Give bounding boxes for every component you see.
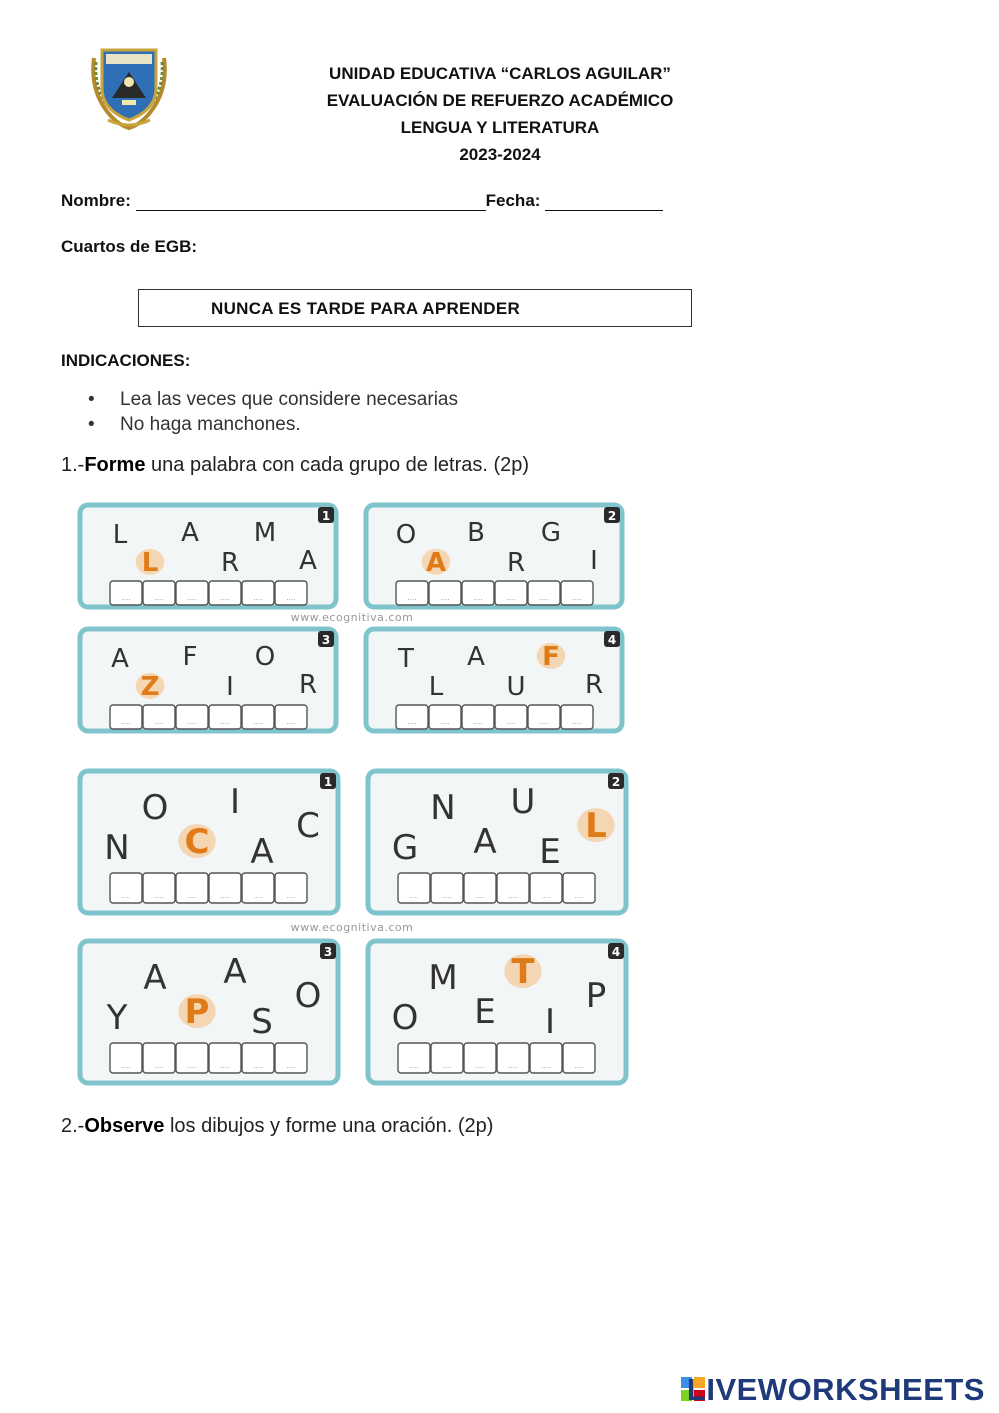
puzzle-letter: O (391, 998, 419, 1038)
puzzle-letter: A (425, 548, 447, 578)
answer-box-dots: .... (220, 1062, 230, 1070)
card-number: 3 (323, 945, 333, 959)
school-year: 2023-2024 (459, 145, 541, 164)
puzzle-letter: A (143, 958, 167, 998)
subject-title: LENGUA Y LITERATURA (400, 118, 600, 137)
name-date-row (61, 191, 663, 211)
puzzle-letter: N (104, 828, 130, 868)
school-crest-logo (86, 38, 172, 130)
answer-box-dots: .... (574, 1062, 584, 1070)
answer-box-dots: .... (286, 594, 296, 602)
puzzle-letter: I (590, 546, 598, 576)
puzzle-letter: A (181, 518, 199, 548)
liveworksheets-brand: LIVEWORKSHEETS (686, 1372, 985, 1407)
puzzle-letter: N (430, 788, 456, 828)
puzzle-letter: G (540, 518, 562, 548)
list-item: • No haga manchones. (88, 414, 301, 435)
answer-box-dots: .... (407, 594, 417, 602)
answer-box-dots: .... (154, 718, 164, 726)
school-name: UNIDAD EDUCATIVA “CARLOS AGUILAR” (329, 64, 671, 83)
puzzle-letter: R (220, 548, 240, 578)
letter-puzzle-set-1 (62, 497, 652, 742)
evaluation-title: EVALUACIÓN DE REFUERZO ACADÉMICO (326, 91, 674, 110)
answer-box-dots: .... (572, 594, 582, 602)
answer-box-dots: .... (220, 594, 230, 602)
card-number: 1 (321, 509, 331, 523)
question-1-verb: Forme (84, 454, 146, 476)
answer-box-dots: .... (409, 892, 419, 900)
puzzle-letter: L (141, 548, 159, 578)
answer-box-dots: .... (475, 1062, 485, 1070)
card-number: 2 (607, 509, 617, 523)
question-1: 1.-Forme una palabra con cada grupo de letras. (2p) (61, 454, 530, 476)
grade-label: Cuartos de EGB: (61, 237, 198, 256)
answer-box-dots: .... (187, 594, 197, 602)
puzzle-letter: S (251, 1002, 273, 1042)
puzzle-card (80, 941, 338, 1083)
card-number: 2 (611, 775, 621, 789)
card-number: 1 (323, 775, 333, 789)
question-2-verb: Observe (84, 1115, 165, 1137)
list-item: • Lea las veces que considere necesarias (88, 389, 458, 410)
answer-box-dots: .... (253, 594, 263, 602)
puzzle-letter: L (585, 806, 607, 846)
puzzle-letter: P (184, 992, 210, 1032)
puzzle-letter: C (184, 822, 210, 862)
watermark-text: www.ecognitiva.com (290, 611, 414, 624)
card-number: 4 (611, 945, 621, 959)
answer-box-dots: .... (506, 718, 516, 726)
puzzle-letter: T (398, 644, 414, 674)
answer-box-dots: .... (442, 1062, 452, 1070)
answer-box-dots: .... (220, 718, 230, 726)
answer-box-dots: .... (187, 718, 197, 726)
answer-box-dots: .... (409, 1062, 419, 1070)
puzzle-letter: I (229, 782, 241, 822)
answer-box-dots: .... (121, 892, 131, 900)
letter-puzzle-set-2 (62, 763, 652, 1093)
instructions-title: INDICACIONES: (61, 351, 191, 370)
instructions-list (88, 387, 458, 437)
name-label: Nombre: (61, 191, 131, 210)
puzzle-card (80, 505, 336, 607)
puzzle-card (366, 629, 622, 731)
answer-box-dots: .... (572, 718, 582, 726)
card-number: 4 (607, 633, 617, 647)
answer-box-dots: .... (286, 892, 296, 900)
puzzle-letter: M (428, 958, 458, 998)
puzzle-letter: R (506, 548, 526, 578)
document-header (200, 60, 800, 168)
answer-box-dots: .... (187, 1062, 197, 1070)
answer-box-dots: .... (574, 892, 584, 900)
puzzle-letter: O (395, 520, 417, 550)
puzzle-letter: E (539, 832, 561, 872)
answer-box-dots: .... (121, 718, 131, 726)
answer-box-dots: .... (253, 1062, 263, 1070)
puzzle-letter: P (585, 976, 607, 1016)
puzzle-letter: L (428, 672, 444, 702)
puzzle-letter: R (584, 670, 604, 700)
puzzle-letter: A (473, 822, 497, 862)
puzzle-letter: U (506, 672, 526, 702)
puzzle-letter: E (474, 992, 496, 1032)
answer-box-dots: .... (440, 718, 450, 726)
puzzle-letter: R (298, 670, 318, 700)
puzzle-letter: Z (140, 672, 160, 702)
puzzle-letter: L (112, 520, 128, 550)
puzzle-letter: U (510, 782, 536, 822)
answer-box-dots: .... (442, 892, 452, 900)
puzzle-letter: A (111, 644, 129, 674)
puzzle-letter: F (182, 642, 198, 672)
answer-box-dots: .... (539, 594, 549, 602)
answer-box-dots: .... (407, 718, 417, 726)
puzzle-letter: I (226, 672, 234, 702)
answer-box-dots: .... (286, 718, 296, 726)
motto-text: NUNCA ES TARDE PARA APRENDER (211, 299, 521, 318)
puzzle-card (368, 941, 626, 1083)
puzzle-letter: F (542, 642, 560, 672)
puzzle-letter: A (467, 642, 485, 672)
answer-box-dots: .... (121, 594, 131, 602)
answer-box-dots: .... (154, 594, 164, 602)
date-label: Fecha: (485, 191, 541, 210)
answer-box-dots: .... (154, 1062, 164, 1070)
answer-box-dots: .... (253, 718, 263, 726)
puzzle-letter: O (294, 976, 322, 1016)
puzzle-letter: C (296, 806, 320, 846)
answer-box-dots: .... (154, 892, 164, 900)
answer-box-dots: .... (539, 718, 549, 726)
puzzle-card (80, 629, 336, 731)
puzzle-letter: A (223, 952, 247, 992)
motto-box (138, 289, 692, 327)
answer-box-dots: .... (253, 892, 263, 900)
puzzle-letter: O (141, 788, 169, 828)
puzzle-card (368, 771, 626, 913)
answer-box-dots: .... (508, 1062, 518, 1070)
answer-box-dots: .... (440, 594, 450, 602)
watermark-text: www.ecognitiva.com (290, 921, 414, 934)
puzzle-letter: Y (106, 998, 128, 1038)
puzzle-letter: T (511, 952, 535, 992)
puzzle-card (366, 505, 622, 607)
puzzle-letter: A (299, 546, 317, 576)
question-2: 2.-Observe los dibujos y forme una oración. (2p) (61, 1115, 494, 1137)
card-number: 3 (321, 633, 331, 647)
answer-box-dots: .... (506, 594, 516, 602)
answer-box-dots: .... (220, 892, 230, 900)
puzzle-letter: A (250, 832, 274, 872)
puzzle-letter: I (544, 1002, 556, 1042)
puzzle-letter: M (253, 518, 277, 548)
answer-box-dots: .... (541, 1062, 551, 1070)
answer-box-dots: .... (286, 1062, 296, 1070)
answer-box-dots: .... (473, 718, 483, 726)
name-field[interactable] (136, 194, 486, 211)
puzzle-letter: G (391, 828, 419, 868)
answer-box-dots: .... (473, 594, 483, 602)
answer-box-dots: .... (121, 1062, 131, 1070)
puzzle-card (80, 771, 338, 913)
answer-box-dots: .... (187, 892, 197, 900)
puzzle-letter: B (467, 518, 485, 548)
date-field[interactable] (545, 194, 663, 211)
answer-box-dots: .... (508, 892, 518, 900)
answer-box-dots: .... (475, 892, 485, 900)
puzzle-letter: O (254, 642, 276, 672)
answer-box-dots: .... (541, 892, 551, 900)
